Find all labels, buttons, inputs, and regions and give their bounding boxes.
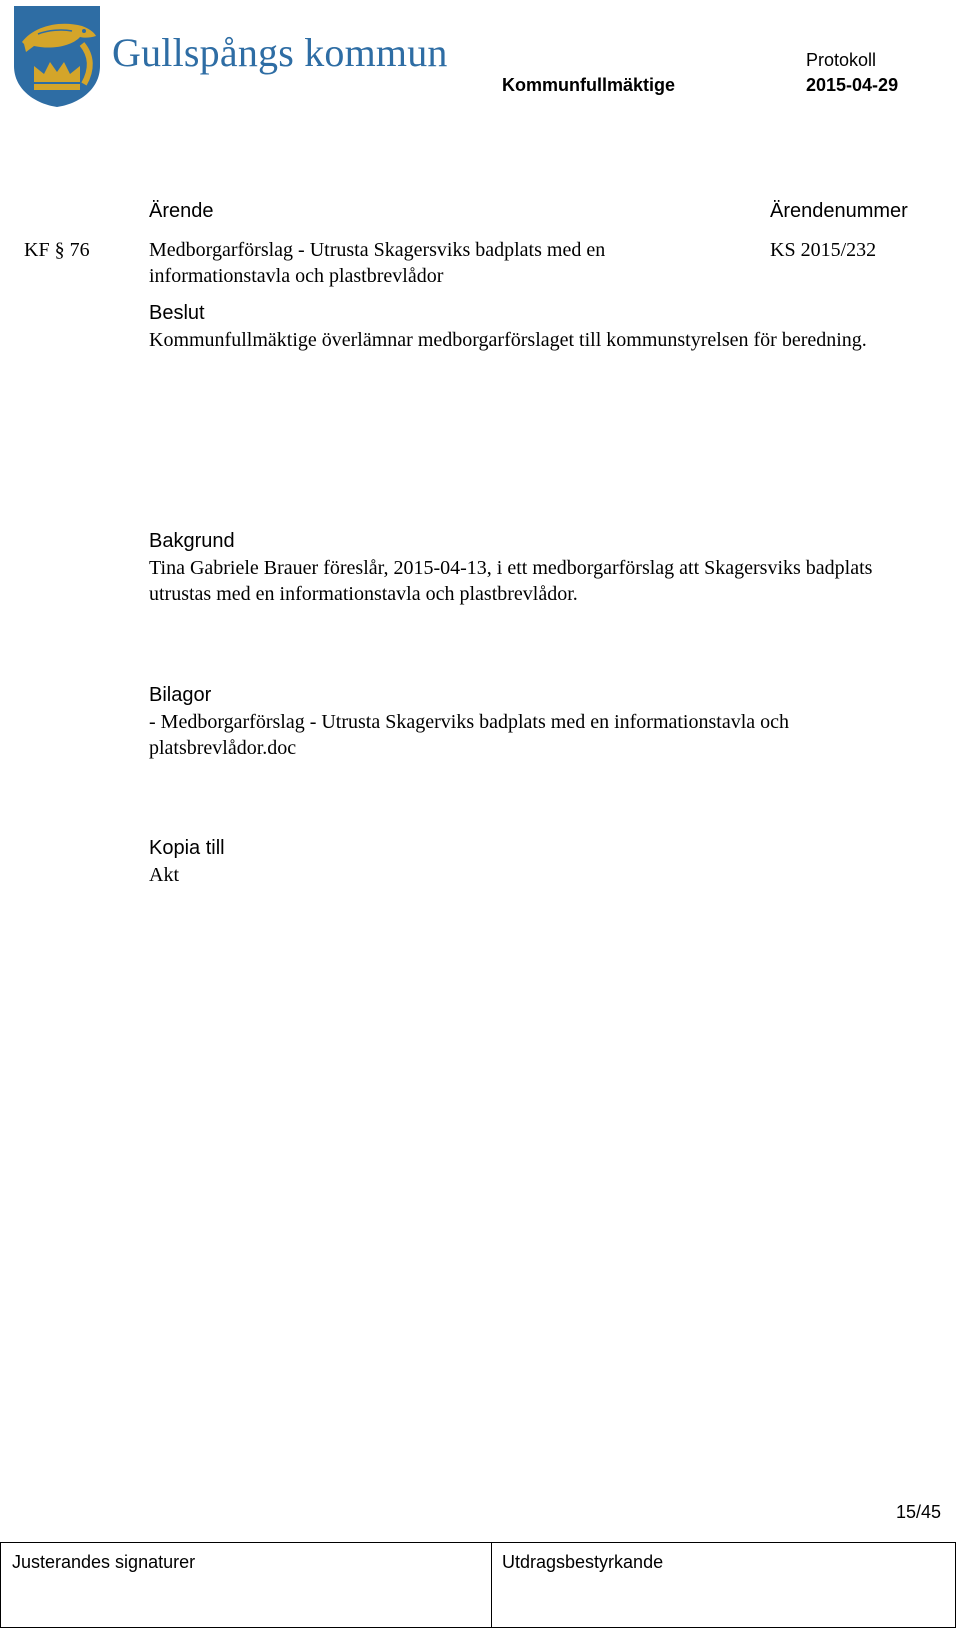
- page-number: 15/45: [896, 1502, 942, 1522]
- arende-title: Medborgarförslag - Utrusta Skagersviks badplats med en informationstavla och plastbrevlådor: [149, 239, 606, 287]
- beslut-heading: Beslut: [149, 302, 205, 324]
- paragraph-id: KF § 76: [24, 239, 90, 261]
- arende-label: Ärende: [149, 200, 214, 222]
- arendenummer-label: Ärendenummer: [770, 200, 908, 222]
- signatures-label: Justerandes signaturer: [12, 1552, 196, 1572]
- kopia-text: Akt: [149, 864, 179, 886]
- bakgrund-heading: Bakgrund: [149, 530, 235, 552]
- extract-label: Utdragsbestyrkande: [502, 1552, 664, 1572]
- municipal-crest-icon: [12, 4, 102, 108]
- bilagor-text: - Medborgarförslag - Utrusta Skagerviks badplats med en informationstavla och platsbrevlådor.doc: [149, 711, 790, 759]
- meeting-name: Kommunfullmäktige: [502, 75, 676, 95]
- bakgrund-text: Tina Gabriele Brauer föreslår, 2015-04-13, i ett medborgarförslag att Skagersviks badplats utrustas med en informationstavla och plastbrevlådor.: [149, 557, 873, 605]
- case-number: KS 2015/232: [770, 239, 877, 261]
- beslut-text: Kommunfullmäktige överlämnar medborgarförslaget till kommunstyrelsen för beredning.: [149, 329, 867, 351]
- meeting-date: 2015-04-29: [806, 75, 899, 95]
- brand-name: Gullspångs kommun: [112, 30, 448, 75]
- kopia-heading: Kopia till: [149, 837, 225, 859]
- bilagor-heading: Bilagor: [149, 684, 212, 706]
- document-type: Protokoll: [806, 50, 877, 70]
- footer-divider: [491, 1542, 492, 1628]
